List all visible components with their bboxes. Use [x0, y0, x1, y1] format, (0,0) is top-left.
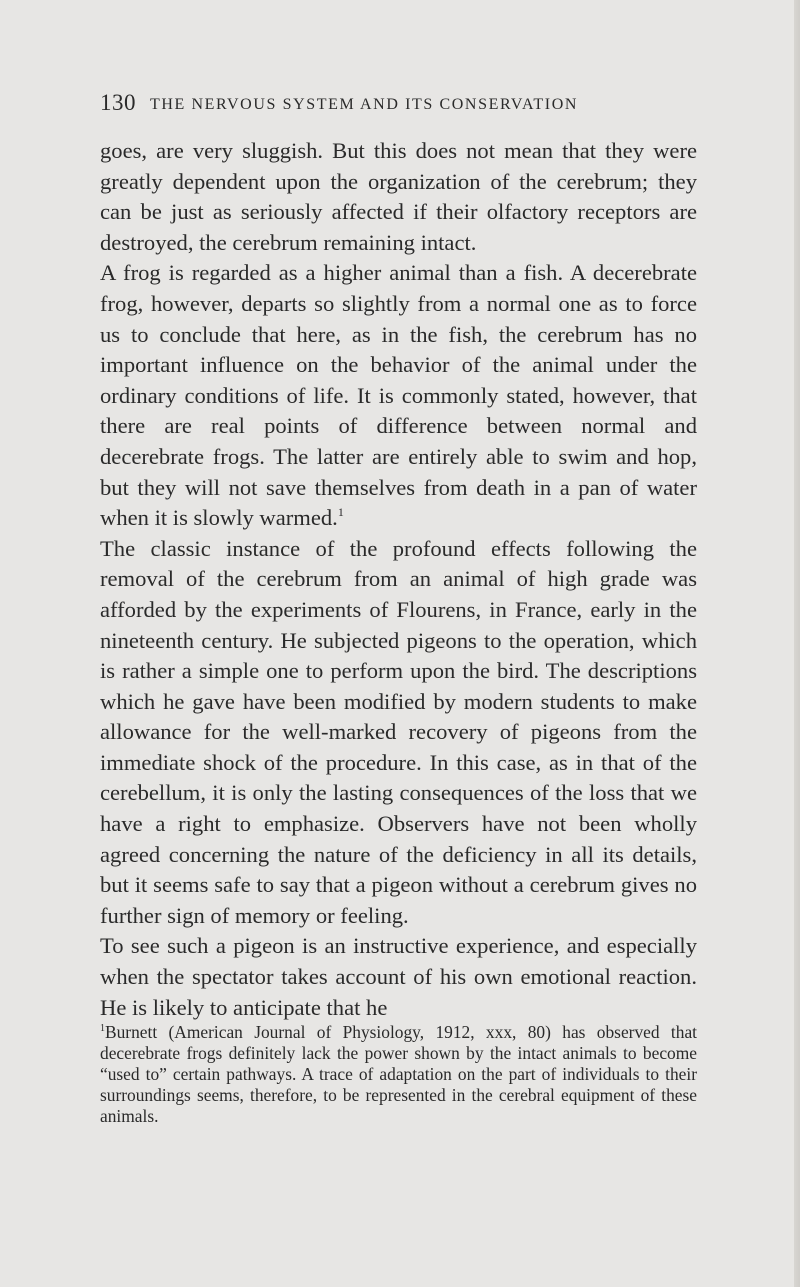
footnote: [100, 1022, 697, 1127]
footnote-text: Burnett (American Journal of Physiology, 1912, xxx, 80) has observed that decerebrate frogs definitely lack the power shown by the intact animals to become “used to” certain pathways. A trace of adaptation on the part of individuals to their surroundings seems, therefore, to be represented in the cerebral equipment of these animals.: [100, 1022, 697, 1126]
page-edge-shadow: [794, 0, 800, 1287]
paragraph: [100, 534, 697, 932]
paragraph-text: goes, are very sluggish. But this does not mean that they were greatly dependent upon the organization of the cerebrum; they can be just as seriously affected if their olfactory receptors are destroyed, the cerebrum remaining intact.: [100, 138, 697, 255]
page-number: 130: [100, 90, 136, 115]
running-head: THE NERVOUS SYSTEM AND ITS CONSERVATION: [150, 96, 579, 113]
paragraph: [100, 258, 697, 533]
paragraph-text: A frog is regarded as a higher animal than a fish. A decerebrate frog, however, departs so slightly from a normal one as to force us to conclude that here, as in the fish, the cerebrum has no important influence on the behavior of the animal under the ordinary conditions of life. It is commonly stated, however, that there are real points of difference between normal and decerebrate frogs. The latter are entirely able to swim and hop, but they will not save themselves from death in a pan of water when it is slowly warmed.: [100, 260, 697, 531]
footnote-paragraph: [100, 1022, 697, 1127]
footnote-marker: 1: [100, 1023, 105, 1034]
paragraph: [100, 136, 697, 258]
paragraph: [100, 931, 697, 1023]
paragraph-text: The classic instance of the profound effects following the removal of the cerebrum from an animal of high grade was afforded by the experiments of Flourens, in France, early in the nineteenth century. He subjected pigeons to the operation, which is rather a simple one to perform upon the bird. The descriptions which he gave have been modified by modern students to make allowance for the well-marked recovery of pigeons from the immediate shock of the procedure. In this case, as in that of the cerebellum, it is only the lasting consequences of the loss that we have a right to emphasize. Observers have not been wholly agreed concerning the nature of the deficiency in all its details, but it seems safe to say that a pigeon without a cerebrum gives no further sign of memory or feeling.: [100, 535, 697, 928]
body-text: [100, 136, 697, 1023]
footnote-reference[interactable]: 1: [337, 505, 344, 520]
page-header: [100, 90, 710, 120]
paragraph-text: To see such a pigeon is an instructive experience, and especially when the spectator takes account of his own emotional reaction. He is likely to anticipate that he: [100, 933, 697, 1020]
